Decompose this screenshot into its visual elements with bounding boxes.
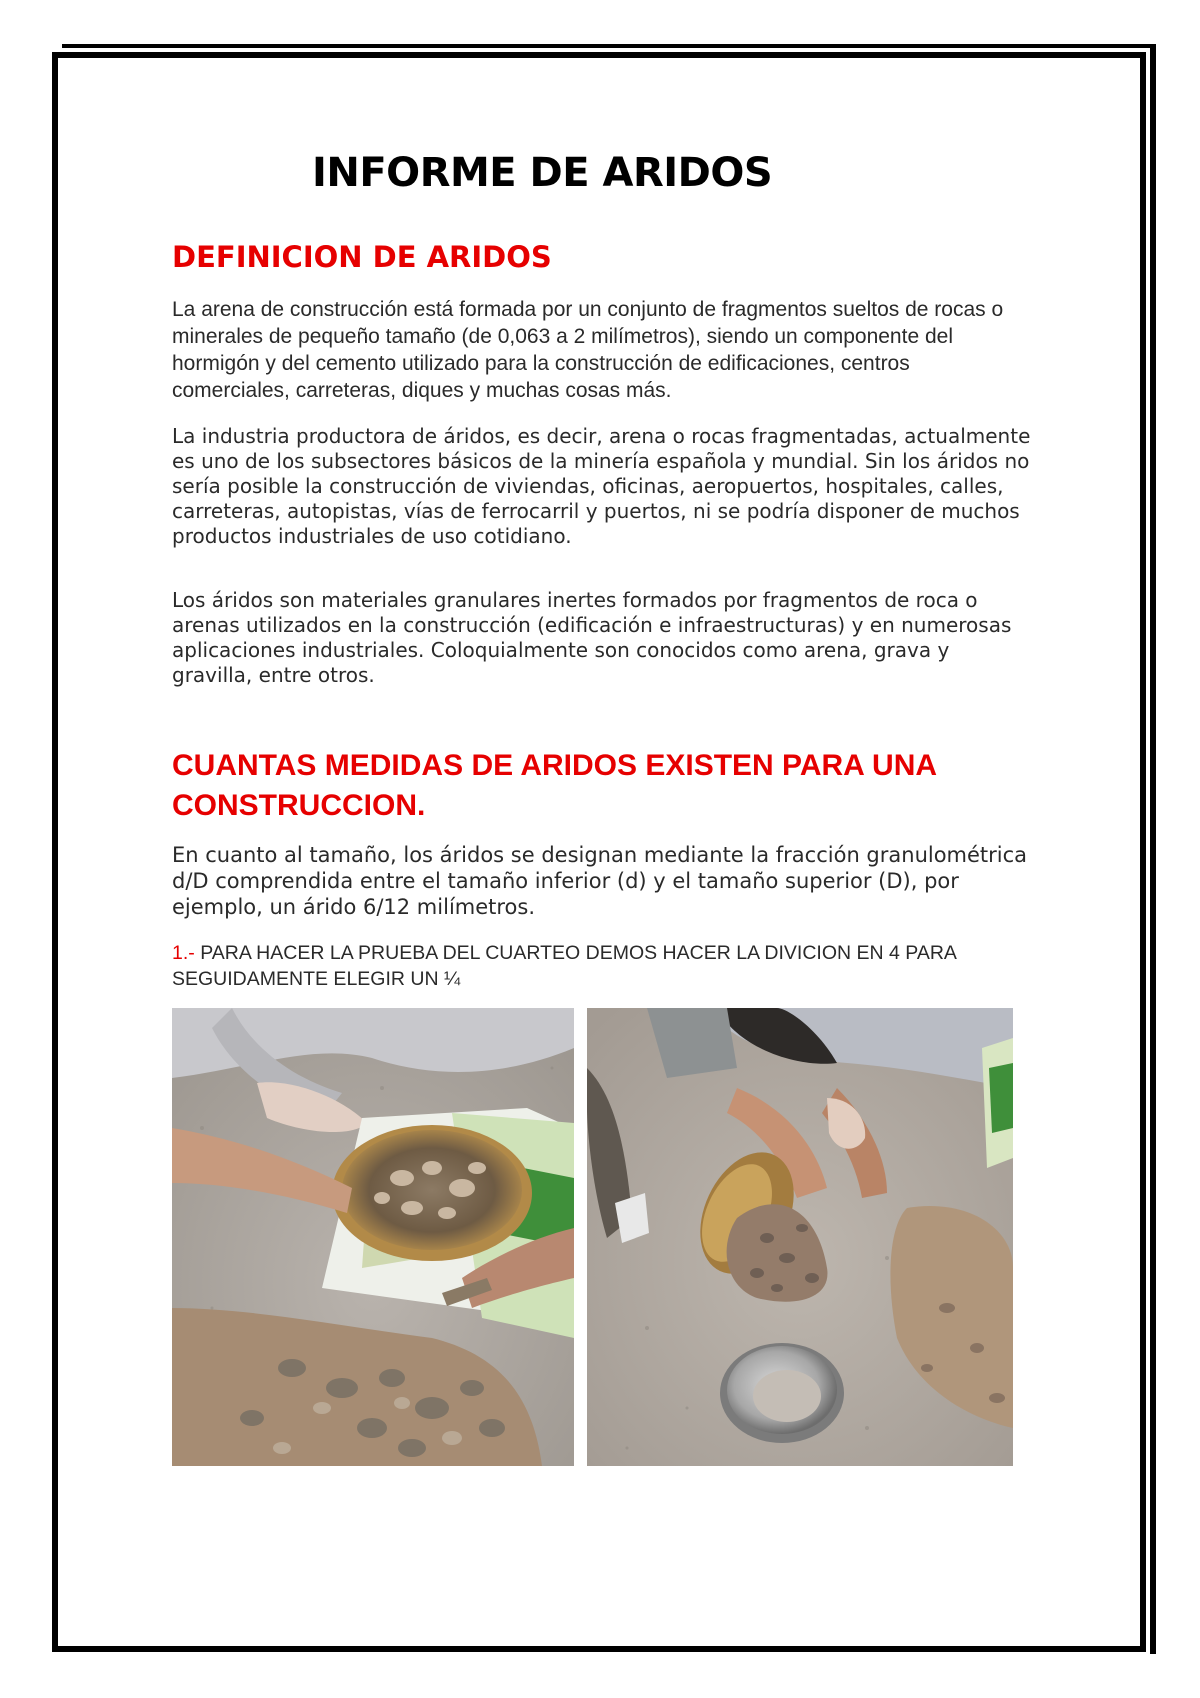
step-number: 1.-	[172, 942, 195, 964]
section-heading-medidas: CUANTAS MEDIDAS DE ARIDOS EXISTEN PARA UNA CONSTRUCCION.	[172, 749, 936, 822]
paragraph-arena-construccion: La arena de construcción está formada por un conjunto de fragmentos sueltos de rocas o minerales de pequeño tamaño (de 0,063 a 2 milímetros), siendo un componente del hormigón y del cemento utilizado para la construcción de edificaciones, centros comerciales, carreteras, diques y muchas cosas más.	[172, 298, 1004, 402]
photo-sieving-aggregate	[172, 1008, 574, 1466]
step-instruction	[172, 940, 1032, 992]
paragraph-materiales-granulares: Los áridos son materiales granulares inertes formados por fragmentos de roca o arenas utilizados en la construcción (edificación e infraestructuras) y en numerosas aplicaciones industriales. Coloquialmente son conocidos como arena, grava y gravilla, entre otros.	[172, 588, 1012, 687]
step-text-a: PARA HACER LA PRUEBA DEL CUARTEO DEMOS HACER LA DIVICION EN 4 PARA	[200, 942, 957, 964]
photo-sieving-image	[172, 1008, 574, 1466]
section-heading-definicion: DEFINICION DE ARIDOS	[172, 240, 552, 274]
photo-quartering-aggregate	[587, 1008, 1013, 1466]
step-text-b: SEGUIDAMENTE ELEGIR UN ¼	[172, 968, 461, 990]
document-title: INFORME DE ARIDOS	[312, 150, 773, 196]
photo-quartering-image	[587, 1008, 1013, 1466]
paragraph-tamano-aridos: En cuanto al tamaño, los áridos se designan mediante la fracción granulométrica d/D comprendida entre el tamaño inferior (d) y el tamaño superior (D), por ejemplo, un árido 6/12 milímetros.	[172, 843, 1028, 919]
paragraph-industria-aridos: La industria productora de áridos, es decir, arena o rocas fragmentadas, actualmente es uno de los subsectores básicos de la minería española y mundial. Sin los áridos no sería posible la construcción de viviendas, oficinas, aeropuertos, hospitales, calles, carreteras, autopistas, vías de ferrocarril y puertos, ni se podría disponer de muchos productos industriales de uso cotidiano.	[172, 424, 1031, 548]
